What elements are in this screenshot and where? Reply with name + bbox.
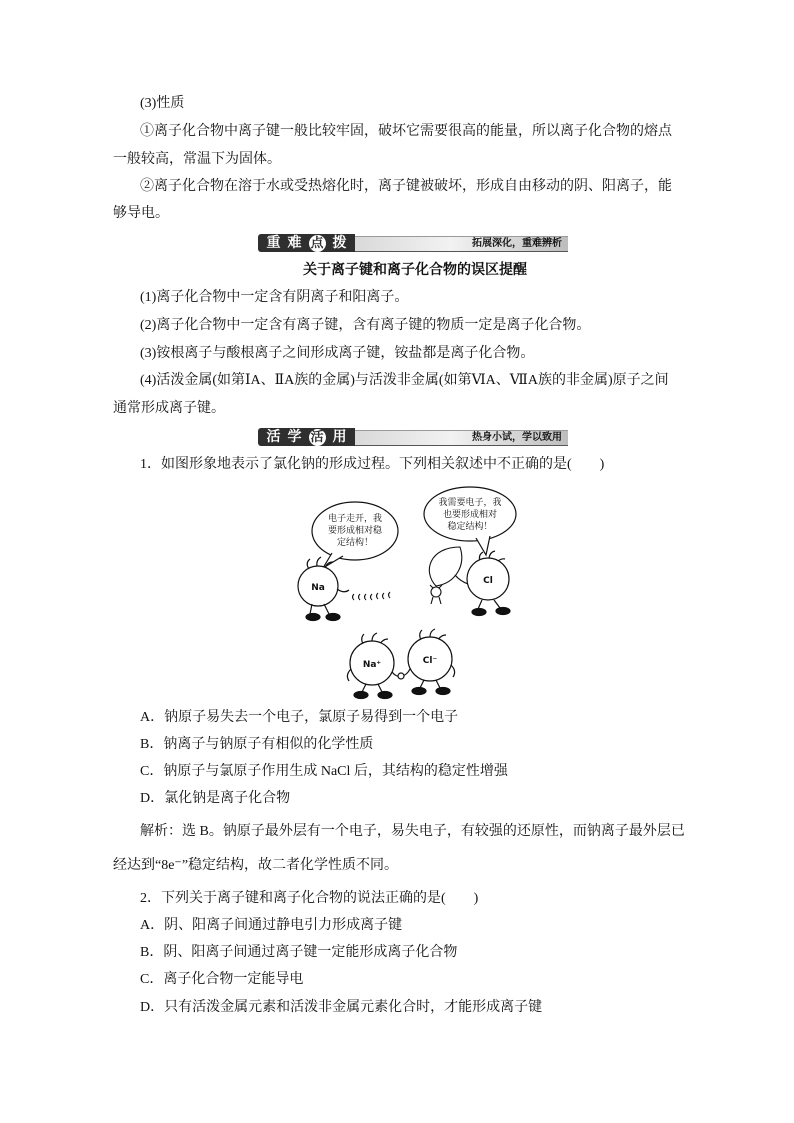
tip-item-4-line-2: 通常形成离子键。 bbox=[113, 401, 225, 416]
banner-tagline: 拓展深化，重难辨析 bbox=[472, 238, 562, 249]
question-2-option-b: B．阴、阳离子间通过离子键一定能形成离子化合物 bbox=[140, 945, 458, 960]
question-1-option-b: B．钠离子与钠原子有相似的化学性质 bbox=[140, 737, 374, 752]
point-1-line-2: 一般较高，常温下为固体。 bbox=[113, 152, 281, 167]
arm bbox=[455, 575, 468, 584]
tip-item-3: (3)铵根离子与酸根离子之间形成离子键，铵盐都是离子化合物。 bbox=[140, 346, 535, 361]
bubble-text-line: 稳定结构！ bbox=[447, 522, 493, 532]
joined-hands bbox=[392, 669, 410, 679]
nacl-formation-figure bbox=[290, 483, 535, 705]
legs bbox=[478, 600, 500, 609]
banner-char: 难 bbox=[287, 235, 302, 251]
banner-char: 拨 bbox=[332, 235, 347, 251]
point-1-line-1: ①离子化合物中离子键一般比较牢固，破坏它需要很高的能量，所以离子化合物的熔点 bbox=[140, 124, 672, 139]
shoe bbox=[436, 688, 450, 695]
speech-bubble-na bbox=[312, 502, 398, 568]
question-2-option-a: A．阴、阳离子间通过静电引力形成离子键 bbox=[140, 918, 403, 933]
section-heading: (3)性质 bbox=[140, 96, 185, 111]
banner-tagline: 热身小试，学以致用 bbox=[472, 432, 562, 443]
point-2-line-1: ②离子化合物在溶于水或受热熔化时，离子键被破坏，形成自由移动的阴、阳离子，能 bbox=[140, 179, 672, 194]
question-2-stem: 2．下列关于离子键和离子化合物的说法正确的是( ) bbox=[140, 891, 479, 906]
question-1-option-c: C．钠原子与氯原子作用生成 NaCl 后，其结构的稳定性增强 bbox=[140, 764, 508, 779]
banner-char: 活 bbox=[266, 429, 281, 445]
banner-strip bbox=[355, 236, 568, 252]
arm bbox=[337, 589, 349, 592]
tip-item-1: (1)离子化合物中一定含有阴离子和阳离子。 bbox=[140, 290, 409, 305]
banner-label bbox=[258, 428, 355, 446]
question-1-option-a: A．钠原子易失去一个电子，氯原子易得到一个电子 bbox=[140, 710, 459, 725]
shoe bbox=[496, 608, 510, 615]
arm bbox=[347, 669, 351, 681]
na-ion-label: Na⁺ bbox=[362, 660, 382, 670]
electron-head bbox=[431, 587, 441, 597]
tips-title: 关于离子键和离子化合物的误区提醒 bbox=[303, 263, 527, 278]
question-2-option-c: C．离子化合物一定能导电 bbox=[140, 972, 304, 987]
bubble-text-line: 定结构！ bbox=[336, 538, 374, 548]
question-1-analysis-line-1: 解析：选 B。钠原子最外层有一个电子，易失电子，有较强的还原性，而钠离子最外层已 bbox=[140, 824, 685, 839]
hands bbox=[398, 673, 404, 679]
banner-strip bbox=[355, 430, 568, 446]
practice-banner bbox=[258, 428, 568, 446]
question-1-option-d: D．氯化钠是离子化合物 bbox=[140, 791, 291, 806]
banner-char: 学 bbox=[287, 429, 302, 445]
shoe bbox=[378, 692, 392, 699]
tip-item-4-line-1: (4)活泼金属(如第ⅠA、ⅡA族的金属)与活泼非金属(如第ⅥA、ⅦA族的非金属)原子之间 bbox=[140, 373, 669, 388]
cl-ion-label: Cl⁻ bbox=[422, 656, 438, 666]
banner-char-highlighted: 点 bbox=[310, 235, 324, 251]
cl-label: Cl bbox=[483, 576, 493, 586]
bubble-text-line: 电子走开，我 bbox=[327, 514, 383, 524]
point-2-line-2: 够导电。 bbox=[113, 206, 169, 221]
key-points-banner bbox=[258, 234, 568, 252]
trail-mark bbox=[353, 592, 391, 600]
shoe bbox=[472, 609, 486, 616]
bubble-text-line: 也要形成相对 bbox=[442, 510, 498, 520]
question-1-stem: 1．如图形象地表示了氯化钠的形成过程。下列相关叙述中不正确的是( ) bbox=[140, 457, 605, 472]
banner-char-highlighted: 活 bbox=[310, 429, 324, 445]
bubble-text-line: 我需要电子，我 bbox=[438, 498, 502, 508]
banner-char: 用 bbox=[332, 429, 347, 445]
banner-char: 重 bbox=[266, 235, 281, 251]
speech-bubble-cl bbox=[424, 487, 516, 555]
shoe bbox=[412, 688, 426, 695]
tip-item-2: (2)离子化合物中一定含有离子键，含有离子键的物质一定是离子化合物。 bbox=[140, 318, 591, 333]
banner-label bbox=[258, 234, 355, 252]
question-2-option-d: D．只有活泼金属元素和活泼非金属元素化合时，才能形成离子键 bbox=[140, 1000, 543, 1015]
shoe bbox=[326, 614, 340, 621]
leaf-shape bbox=[429, 547, 461, 586]
na-label: Na bbox=[311, 583, 325, 593]
question-1-analysis-line-2: 经达到“8e⁻”稳定结构，故二者化学性质不同。 bbox=[113, 858, 399, 873]
shoe bbox=[306, 614, 320, 621]
shoe bbox=[354, 692, 368, 699]
electron-trail bbox=[353, 592, 391, 600]
bubble-text-line: 要形成相对稳 bbox=[327, 526, 383, 536]
arm bbox=[451, 665, 455, 677]
electron-character bbox=[429, 547, 461, 604]
